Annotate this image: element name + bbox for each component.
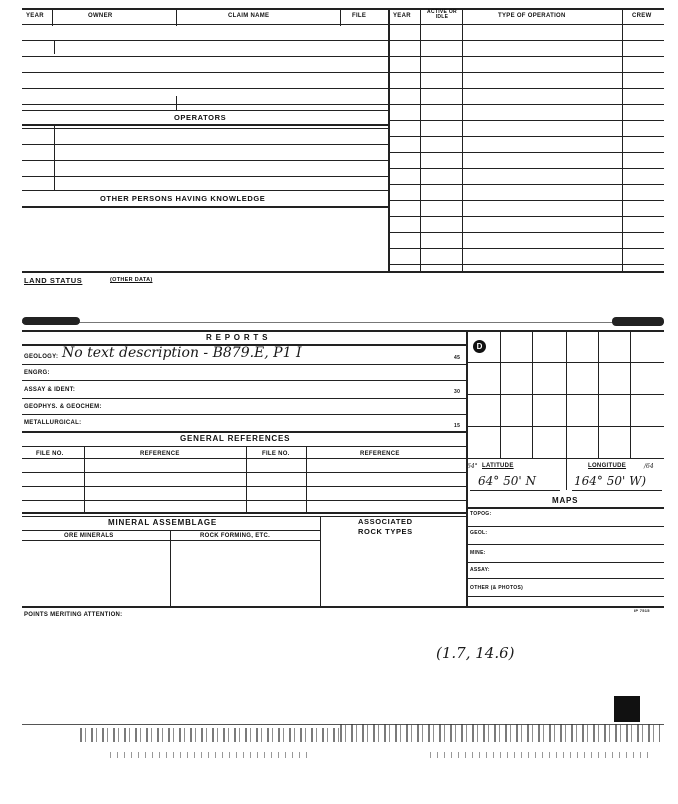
points-meriting-attention-label: POINTS MERITING ATTENTION: bbox=[24, 612, 123, 618]
longitude-value: 164° 50' W) bbox=[574, 474, 647, 488]
maps-other: OTHER (& PHOTOS) bbox=[470, 585, 524, 591]
land-status-label: LAND STATUS bbox=[24, 276, 83, 285]
ref-header-file-no-2: FILE NO. bbox=[262, 451, 290, 457]
ore-minerals-header: ORE MINERALS bbox=[64, 533, 114, 539]
handwritten-coordinates: (1.7, 14.6) bbox=[436, 644, 515, 662]
land-status-sub: (OTHER DATA) bbox=[110, 277, 153, 283]
maps-mine: MINE: bbox=[470, 550, 486, 556]
longitude-label: LONGITUDE bbox=[588, 463, 627, 469]
lat-prefix: 64° bbox=[467, 463, 478, 470]
registration-mark bbox=[614, 696, 640, 722]
geology-label: GEOLOGY: bbox=[24, 354, 59, 360]
lon-suffix: /64 bbox=[644, 463, 654, 470]
geology-num: 45 bbox=[454, 355, 461, 361]
maps-title: MAPS bbox=[552, 496, 579, 505]
ink-smudge bbox=[612, 317, 664, 326]
claim-name-header: CLAIM NAME bbox=[228, 13, 270, 19]
rock-types-label: ROCK TYPES bbox=[358, 527, 413, 536]
grid-marker-d: D bbox=[473, 340, 486, 353]
metallurgical-num: 15 bbox=[454, 423, 461, 429]
associated-label: ASSOCIATED bbox=[358, 517, 413, 526]
year2-header: YEAR bbox=[393, 13, 411, 19]
other-persons-label: OTHER PERSONS HAVING KNOWLEDGE bbox=[100, 194, 266, 203]
operators-label: OPERATORS bbox=[174, 113, 227, 122]
engrg-label: ENGRG: bbox=[24, 370, 50, 376]
metallurgical-label: METALLURGICAL: bbox=[24, 420, 82, 426]
rock-forming-header: ROCK FORMING, ETC. bbox=[200, 533, 271, 539]
file-header: FILE bbox=[352, 13, 367, 19]
mineral-assemblage-title: MINERAL ASSEMBLAGE bbox=[108, 518, 218, 527]
type-of-operation-header: TYPE OF OPERATION bbox=[498, 13, 566, 19]
reports-title: R E P O R T S bbox=[206, 333, 269, 342]
ref-header-file-no: FILE NO. bbox=[36, 451, 64, 457]
owner-header: OWNER bbox=[88, 13, 113, 19]
assay-num: 30 bbox=[454, 389, 461, 395]
general-references-title: GENERAL REFERENCES bbox=[180, 434, 291, 443]
ref-header-reference: REFERENCE bbox=[140, 451, 180, 457]
ref-header-reference-2: REFERENCE bbox=[360, 451, 400, 457]
assay-ident-label: ASSAY & IDENT: bbox=[24, 387, 76, 393]
form-code: IP 7515 bbox=[634, 608, 650, 613]
year-header: YEAR bbox=[26, 13, 44, 19]
geology-handwritten: No text description - B879.E, P1 I bbox=[62, 345, 302, 361]
active-idle-header: ACTIVE OR IDLE bbox=[427, 9, 457, 20]
maps-topog: TOPOG: bbox=[470, 511, 492, 517]
latitude-label: LATITUDE bbox=[482, 463, 514, 469]
ink-smudge bbox=[22, 317, 80, 325]
geophys-label: GEOPHYS. & GEOCHEM: bbox=[24, 404, 102, 410]
maps-assay: ASSAY: bbox=[470, 567, 490, 573]
crew-header: CREW bbox=[632, 13, 652, 19]
maps-geol: GEOL: bbox=[470, 530, 488, 536]
latitude-value: 64° 50' N bbox=[478, 474, 536, 488]
